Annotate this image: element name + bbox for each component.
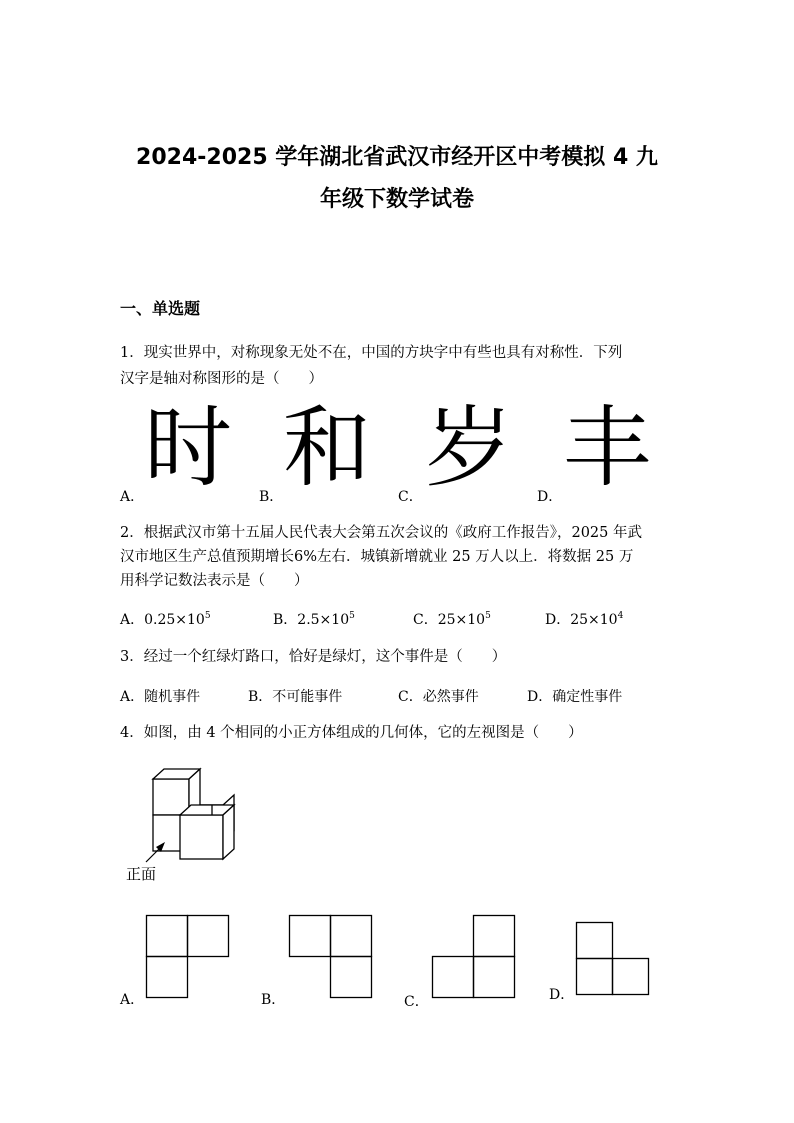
q4-option-c-label: C．: [404, 994, 429, 1010]
q2-text-line-2: 汉市地区生产总值预期增长6%左右．城镇新增就业 25 万人以上．将数据 25 万: [120, 549, 634, 565]
q2-option-b-base: 2.5×10: [297, 612, 350, 628]
q2-text-line-3: 用科学记数法表示是（ ）: [120, 573, 309, 589]
q2-option-d-exp: 4: [617, 611, 624, 621]
q4-option-a-figure: [146, 915, 230, 999]
cube-figure: [120, 765, 240, 865]
q2-option-c: [413, 609, 491, 629]
q2-option-b: [273, 609, 355, 629]
q1-text-line-2: 汉字是轴对称图形的是（ ）: [120, 371, 323, 387]
q4-option-b-figure: [289, 915, 373, 999]
q2-option-b-label: B．: [273, 612, 298, 628]
q3-option-c: C．必然事件: [398, 689, 479, 705]
q3-text-line-1: 3．经过一个红绿灯路口，恰好是绿灯，这个事件是（ ）: [120, 649, 507, 665]
q1-char-c: 岁: [425, 396, 514, 499]
section-heading: 一、单选题: [120, 299, 201, 318]
q1-char-d: 丰: [563, 396, 652, 499]
q1-option-d-label: D．: [537, 489, 563, 505]
q1-char-a: 时: [144, 396, 233, 499]
q4-option-d-label: D．: [549, 987, 575, 1003]
q2-option-b-exp: 5: [349, 611, 355, 621]
page-title-line-1: 2024-2025 学年湖北省武汉市经开区中考模拟 4 九: [136, 145, 658, 170]
q2-option-d-label: D．: [545, 612, 571, 628]
q1-option-a-label: A．: [120, 489, 145, 505]
q2-option-a-base: 0.25×10: [144, 612, 205, 628]
q3-option-a: A．随机事件: [120, 689, 201, 705]
q3-option-d: D．确定性事件: [527, 689, 623, 705]
q1-option-c-label: C．: [398, 489, 423, 505]
q1-char-b: 和: [283, 396, 372, 499]
page-title-line-2: 年级下数学试卷: [319, 187, 474, 212]
q2-option-a-label: A．: [120, 612, 145, 628]
q2-option-c-base: 25×10: [437, 612, 486, 628]
q2-option-d-base: 25×10: [570, 612, 618, 628]
q2-option-c-exp: 5: [485, 611, 491, 621]
q4-option-c-figure: [432, 915, 516, 999]
q4-option-d-figure: [576, 922, 650, 996]
q3-option-b: B．不可能事件: [248, 689, 343, 705]
q1-option-b-label: B．: [259, 489, 284, 505]
q2-option-a-exp: 5: [204, 611, 211, 621]
q1-text-line-1: 1．现实世界中，对称现象无处不在，中国的方块字中有些也具有对称性．下列: [120, 345, 623, 361]
q4-option-b-label: B．: [261, 992, 286, 1008]
q4-text-line-1: 4．如图，由 4 个相同的小正方体组成的几何体，它的左视图是（ ）: [120, 725, 583, 741]
q2-option-a: [120, 609, 211, 629]
q2-text-line-1: 2．根据武汉市第十五届人民代表大会第五次会议的《政府工作报告》，2025 年武: [120, 525, 642, 541]
q2-option-c-label: C．: [413, 612, 438, 628]
q2-option-d: [545, 609, 623, 629]
front-label: 正面: [126, 865, 157, 883]
q4-option-a-label: A．: [120, 992, 145, 1008]
